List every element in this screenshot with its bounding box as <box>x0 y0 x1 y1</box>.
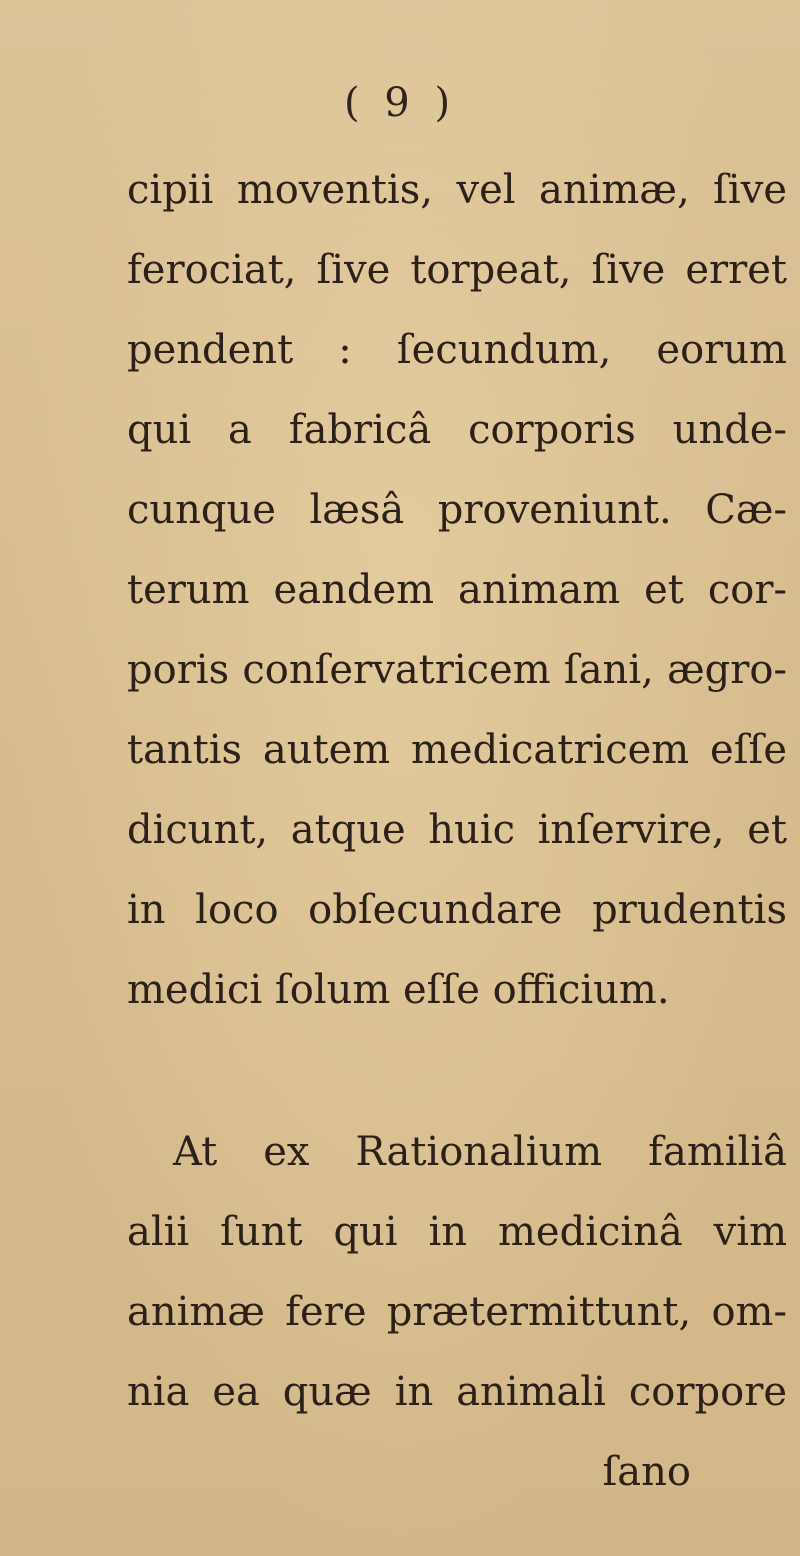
paragraph-1 <box>127 150 787 1030</box>
catchword: ſano <box>602 1449 691 1495</box>
text-line: in loco obſecundare prudentis <box>127 887 787 933</box>
text-line: cipii moventis, vel animæ, ſive <box>127 167 787 213</box>
text-line: poris conſervatricem ſani, ægro- <box>127 647 787 693</box>
text-line: pendent : ſecundum, eorum <box>127 327 787 373</box>
body-text <box>127 150 787 1512</box>
paragraph-2 <box>127 1112 787 1512</box>
text-line: nia ea quæ in animali corpore <box>127 1369 787 1415</box>
text-line: dicunt, atque huic inſervire, et <box>127 807 787 853</box>
text-line: tantis autem medicatricem eſſe <box>127 727 787 773</box>
text-line: alii ſunt qui in medicinâ vim <box>127 1209 787 1255</box>
page-number: ( 9 ) <box>343 80 457 126</box>
text-line: cunque læsâ proveniunt. Cæ- <box>127 487 787 533</box>
text-line: medici ſolum eſſe officium. <box>127 967 670 1013</box>
text-line: animæ fere prætermittunt, om- <box>127 1289 787 1335</box>
text-line: qui a fabricâ corporis unde- <box>127 407 787 453</box>
text-line: terum eandem animam et cor- <box>127 567 787 613</box>
text-line: At ex Rationalium familiâ <box>173 1129 787 1175</box>
text-line: ferociat, ſive torpeat, ſive erret <box>127 247 787 293</box>
paragraph-gap <box>127 1030 787 1112</box>
